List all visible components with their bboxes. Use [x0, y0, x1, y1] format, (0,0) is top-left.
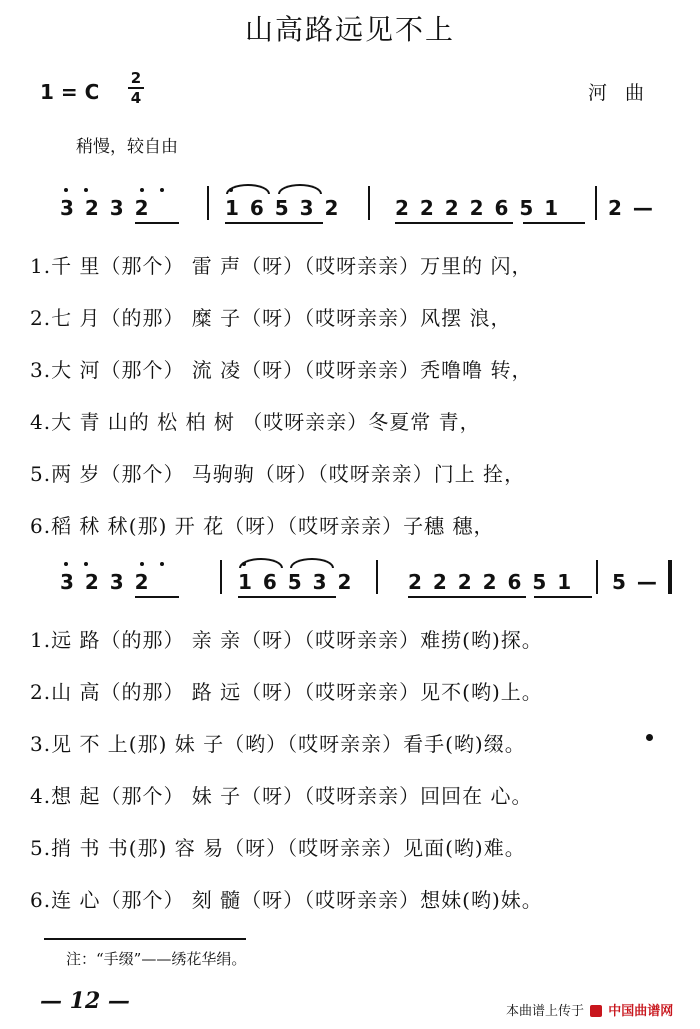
verse-1-line-b: 1.远 路（的那） 亲 亲（呀）（哎呀亲亲）难捞(哟)探。 [30, 628, 543, 652]
octave-dot [160, 188, 164, 192]
octave-dot [64, 562, 68, 566]
barline [220, 560, 222, 594]
verse-5-line-a: 5.两 岁（那个） 马驹驹（呀）（哎呀亲亲）门上 拴， [30, 462, 526, 486]
time-signature [128, 70, 144, 106]
beam [408, 596, 526, 598]
measure-3: 2 2 2 2 6 5 1 [395, 196, 561, 220]
song-title: 山高路远见不上 [244, 13, 455, 46]
time-signature-top: 2 [130, 69, 142, 87]
octave-dot [64, 188, 68, 192]
site-logo-icon [590, 1005, 602, 1017]
slur [278, 184, 322, 194]
verse-2-line-b: 2.山 高（的那） 路 远（呀）（哎呀亲亲）见不(哟)上。 [30, 680, 543, 704]
verse-3-line-a: 3.大 河（那个） 流 凌（呀）（哎呀亲亲）秃噜噜 转， [30, 358, 533, 382]
verse-1-line-a: 1.千 里（那个） 雷 声（呀）（哎呀亲亲）万里的 闪， [30, 254, 533, 278]
barline [596, 560, 598, 594]
beam [395, 222, 513, 224]
verse-3-line-b: 3.见 不 上(那) 妹 子（哟）（哎呀亲亲）看手(哟)缀。 [30, 732, 526, 756]
measure-8: 5 — [612, 570, 659, 594]
upload-brand[interactable]: 中国曲谱网 [608, 1004, 674, 1019]
beam [238, 596, 336, 598]
beam [225, 222, 323, 224]
measure-4: 2 — [608, 196, 655, 220]
measure-7: 2 2 2 2 6 5 1 [408, 570, 574, 594]
verse-4-line-b: 4.想 起（那个） 妹 子（呀）（哎呀亲亲）回回在 心。 [30, 784, 533, 808]
verse-5-line-b: 5.捎 书 书(那) 容 易（呀）（哎呀亲亲）见面(哟)难。 [30, 836, 526, 860]
octave-dot [160, 562, 164, 566]
upload-credit [506, 1000, 673, 1019]
barline [595, 186, 597, 220]
footnote-marker [646, 734, 653, 741]
barline [207, 186, 209, 220]
verse-2-line-a: 2.七 月（的那） 糜 子（呀）（哎呀亲亲）风摆 浪， [30, 306, 512, 330]
octave-dot [140, 562, 144, 566]
final-barline [668, 560, 672, 594]
octave-dot [84, 562, 88, 566]
slur [239, 558, 283, 568]
barline [376, 560, 378, 594]
verse-6-line-b: 6.连 心（那个） 刻 髓（呀）（哎呀亲亲）想妹(哟)妹。 [30, 888, 543, 912]
beam [523, 222, 585, 224]
footnote-rule [44, 938, 246, 940]
verse-4-line-a: 4.大 青 山的 松 柏 树 （哎呀亲亲）冬夏常 青， [30, 410, 481, 434]
notation-line-1 [40, 182, 680, 232]
tempo-marking: 稍慢，较自由 [76, 137, 178, 157]
measure-1: 3 2 3 2 [60, 196, 151, 220]
upload-prefix: 本曲谱上传于 [506, 1004, 585, 1019]
beam [534, 596, 592, 598]
page-number: — 12 — [40, 988, 130, 1014]
time-signature-bottom: 4 [130, 89, 142, 107]
verse-6-line-a: 6.稻 秫 秫(那) 开 花（呀）（哎呀亲亲）子穗 穗， [30, 514, 495, 538]
footnote: 注：“手缀”——绣花华绢。 [66, 950, 247, 968]
measure-2: 1 6 5 3 2 [225, 196, 341, 220]
slur [226, 184, 270, 194]
beam [135, 596, 179, 598]
key-signature: 1 = C [40, 80, 100, 104]
measure-5: 3 2 3 2 [60, 570, 151, 594]
beam [135, 222, 179, 224]
octave-dot [84, 188, 88, 192]
song-origin: 河曲 [588, 82, 663, 104]
measure-6: 1 6 5 3 2 [238, 570, 354, 594]
octave-dot [140, 188, 144, 192]
barline [368, 186, 370, 220]
notation-line-2 [40, 556, 680, 606]
slur [290, 558, 334, 568]
